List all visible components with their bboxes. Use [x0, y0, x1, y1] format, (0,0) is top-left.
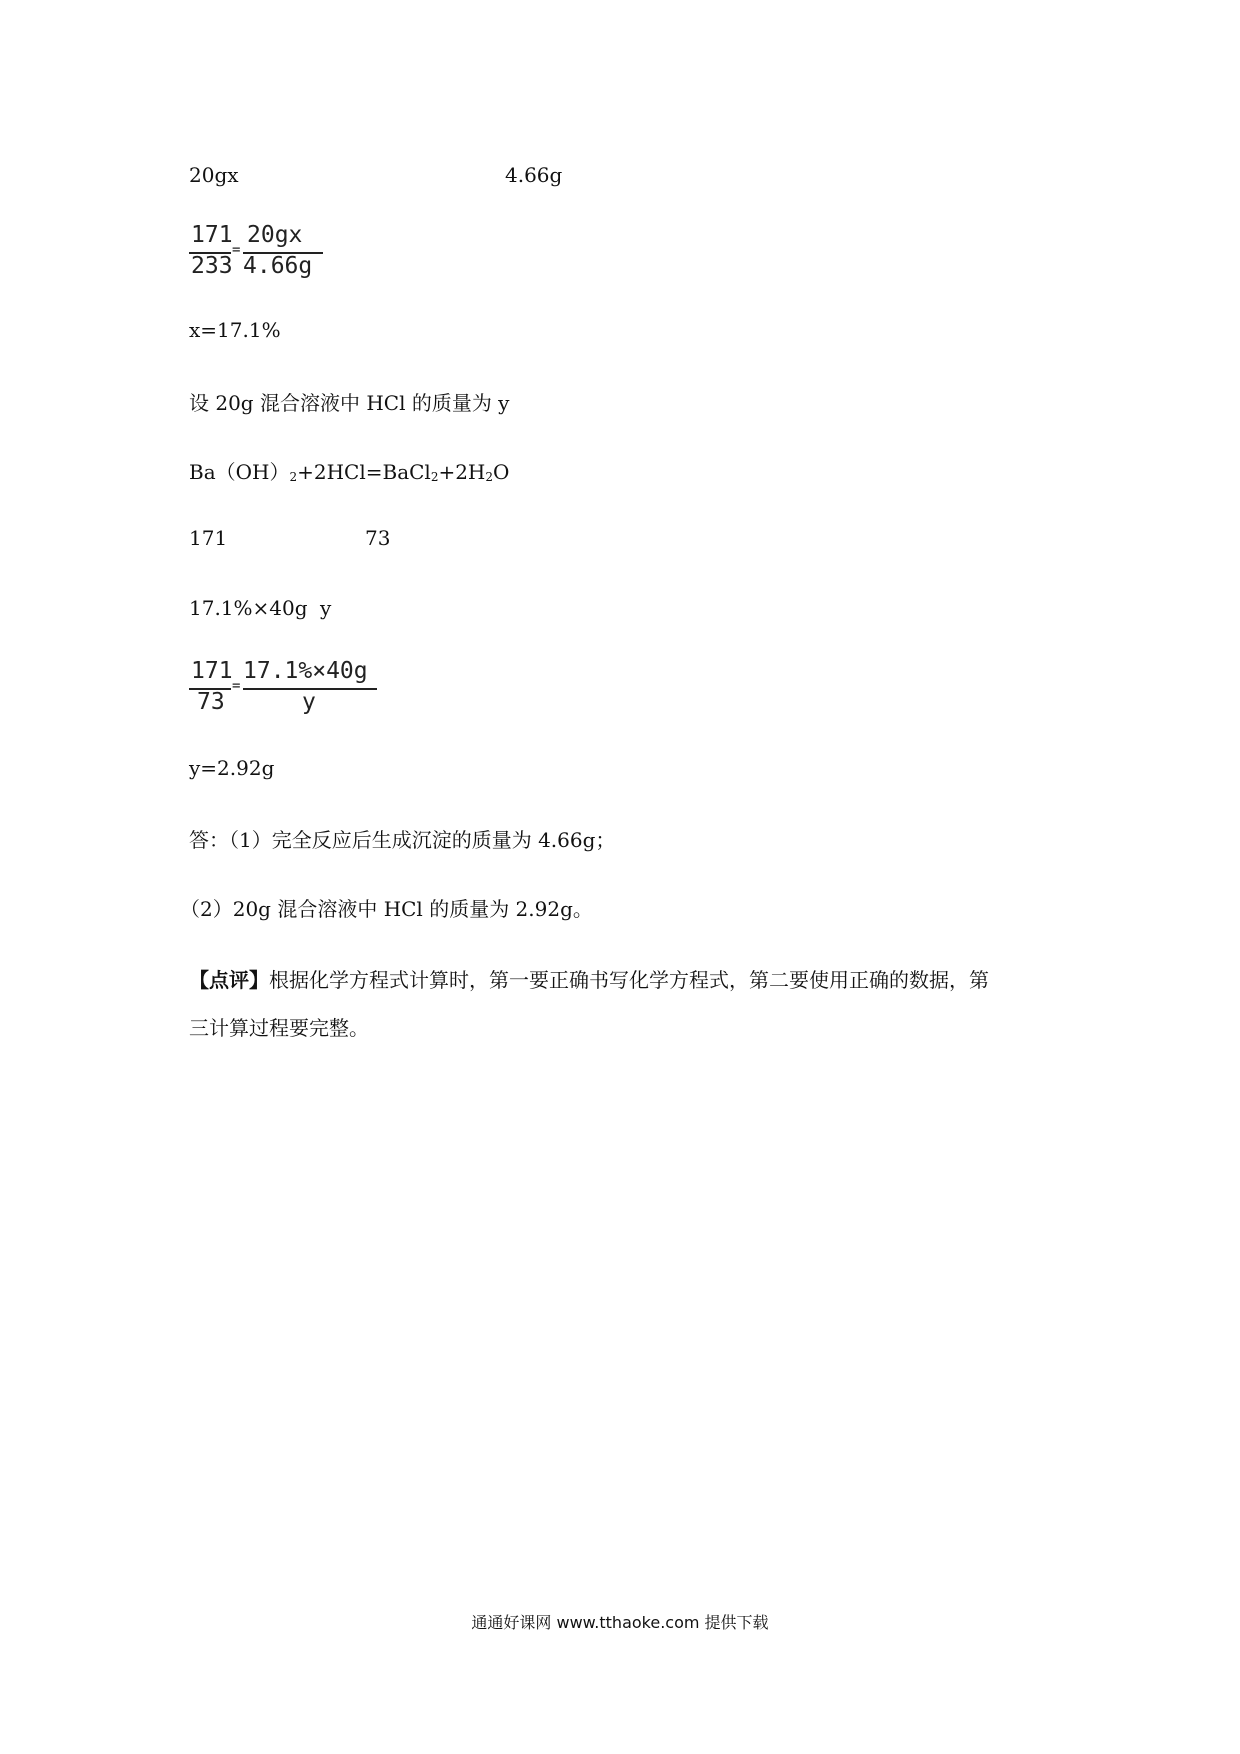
mass-466g: 4.66g: [505, 163, 563, 187]
eq-part4: O: [493, 460, 510, 484]
qty-a: 17.1%×40g: [189, 596, 308, 620]
eq-part2: +2HCl=BaCl: [297, 460, 431, 484]
mass-line-1b: [505, 163, 562, 187]
eq-sub1: 2: [289, 470, 298, 484]
comment-text: 根据化学方程式计算时，第一要正确书写化学方程式，第二要使用正确的数据，第: [269, 968, 989, 992]
answer-1: 答：（1）完全反应后生成沉淀的质量为 4.66g；: [189, 828, 616, 852]
frac2-eq: =: [232, 678, 241, 694]
qty-b: y: [320, 596, 332, 620]
comment-label: 【点评】: [189, 968, 269, 992]
eq-part3: +2H: [438, 460, 486, 484]
page-footer: 通通好课网 www.tthaoke.com 提供下载: [471, 1613, 769, 1632]
chemical-equation: [189, 456, 509, 485]
comment-line-1: [189, 964, 989, 993]
y-result: y=2.92g: [189, 756, 275, 780]
fraction-equation-2: [189, 658, 389, 718]
comment-line-2: 三计算过程要完整。: [189, 1016, 369, 1040]
frac2-num-left: 171: [191, 658, 233, 684]
frac1-eq: =: [232, 242, 241, 258]
eq-sub2: 2: [430, 470, 439, 484]
mass-line-1: [189, 163, 239, 187]
fraction-equation-1: [189, 222, 329, 282]
frac1-num-left: 171: [191, 222, 233, 248]
frac1-den-left: 233: [191, 253, 233, 279]
frac2-den-left: 73: [197, 689, 225, 715]
set-y-line: 设 20g 混合溶液中 HCl 的质量为 y: [189, 391, 510, 415]
mass-20gx: 20gx: [189, 163, 239, 187]
frac2-den-right: y: [302, 689, 316, 715]
eq-sub3: 2: [485, 470, 494, 484]
frac2-num-right: 17.1%×40g: [243, 658, 368, 684]
frac1-den-right: 4.66g: [243, 253, 313, 279]
molar-mass-a: 171: [189, 526, 228, 550]
frac1-num-right: 20gx: [247, 222, 303, 248]
answer-2: （2）20g 混合溶液中 HCl 的质量为 2.92g。: [180, 897, 593, 921]
x-result: x=17.1%: [189, 318, 281, 342]
molar-mass-b: 73: [365, 526, 391, 550]
eq-part1: Ba（OH）: [189, 460, 290, 484]
